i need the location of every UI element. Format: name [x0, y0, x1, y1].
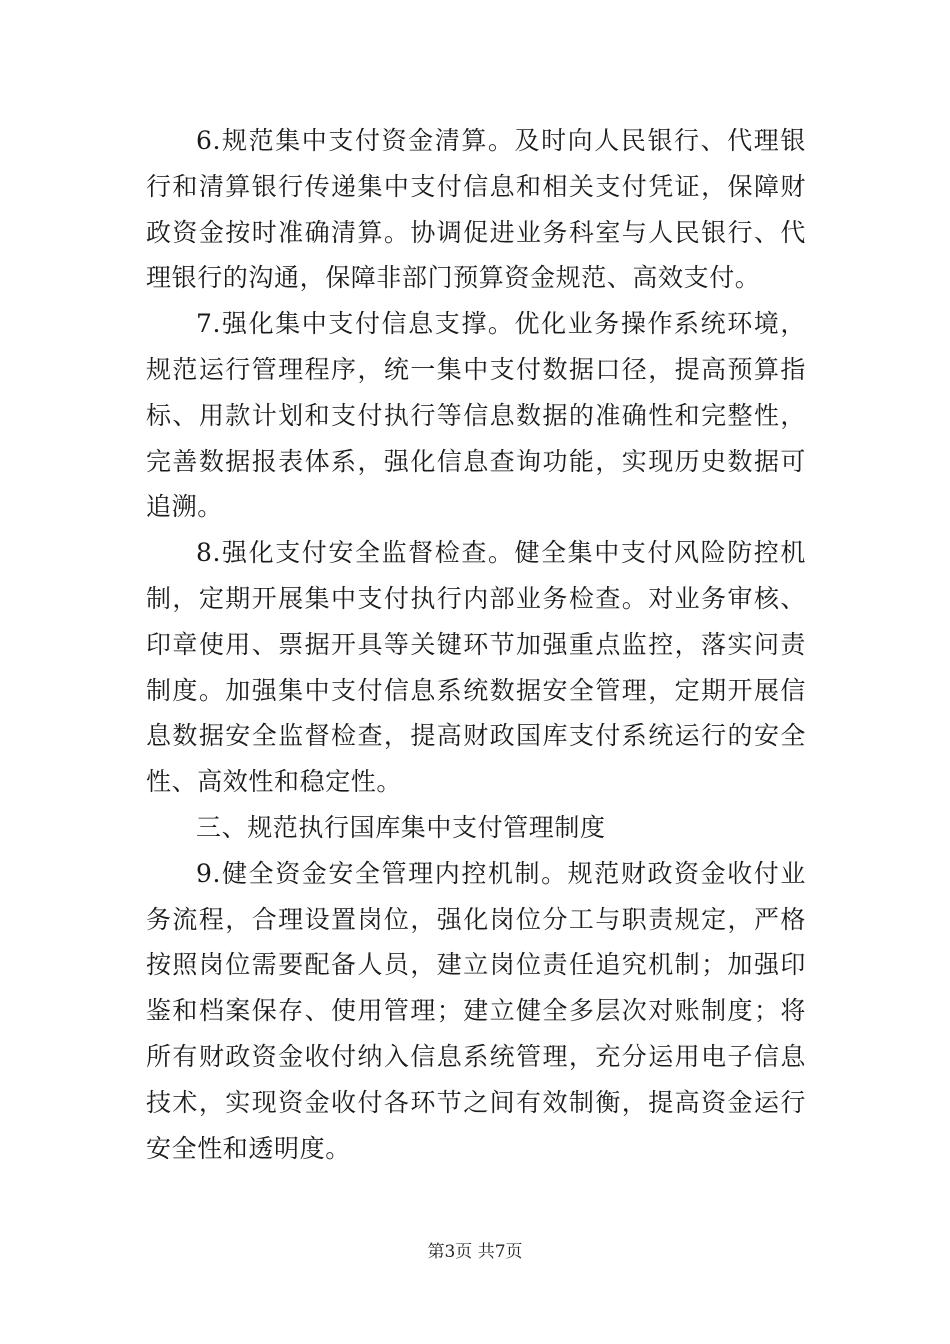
document-body	[146, 118, 806, 1171]
section-heading: 三、规范执行国库集中支付管理制度	[196, 812, 606, 842]
paragraph-8: 8.强化支付安全监督检查。健全集中支付风险防控机制，定期开展集中支付执行内部业务检查。对业务审核、印章使用、票据开具等关键环节加强重点监控，落实问责制度。加强集中支付信息系统数据安全管理，定期开展信息数据安全监督检查，提高财政国库支付系统运行的安全性、高效性和稳定性。	[146, 538, 806, 797]
paragraph-7: 7.强化集中支付信息支撑。优化业务操作系统环境，规范运行管理程序，统一集中支付数据口径，提高预算指标、用款计划和支付执行等信息数据的准确性和完整性，完善数据报表体系，强化信息查询功能，实现历史数据可追溯。	[146, 309, 806, 522]
paragraph-9: 9.健全资金安全管理内控机制。规范财政资金收付业务流程，合理设置岗位，强化岗位分工与职责规定，严格按照岗位需要配备人员，建立岗位责任追究机制；加强印鉴和档案保存、使用管理；建立健全多层次对账制度；将所有财政资金收付纳入信息系统管理，充分运用电子信息技术，实现资金收付各环节之间有效制衡，提高资金运行安全性和透明度。	[146, 858, 806, 1163]
page-footer: 第3页 共7页	[427, 1242, 523, 1262]
paragraph-6: 6.规范集中支付资金清算。及时向人民银行、代理银行和清算银行传递集中支付信息和相关支付凭证，保障财政资金按时准确清算。协调促进业务科室与人民银行、代理银行的沟通，保障非部门预算资金规范、高效支付。	[146, 126, 806, 293]
